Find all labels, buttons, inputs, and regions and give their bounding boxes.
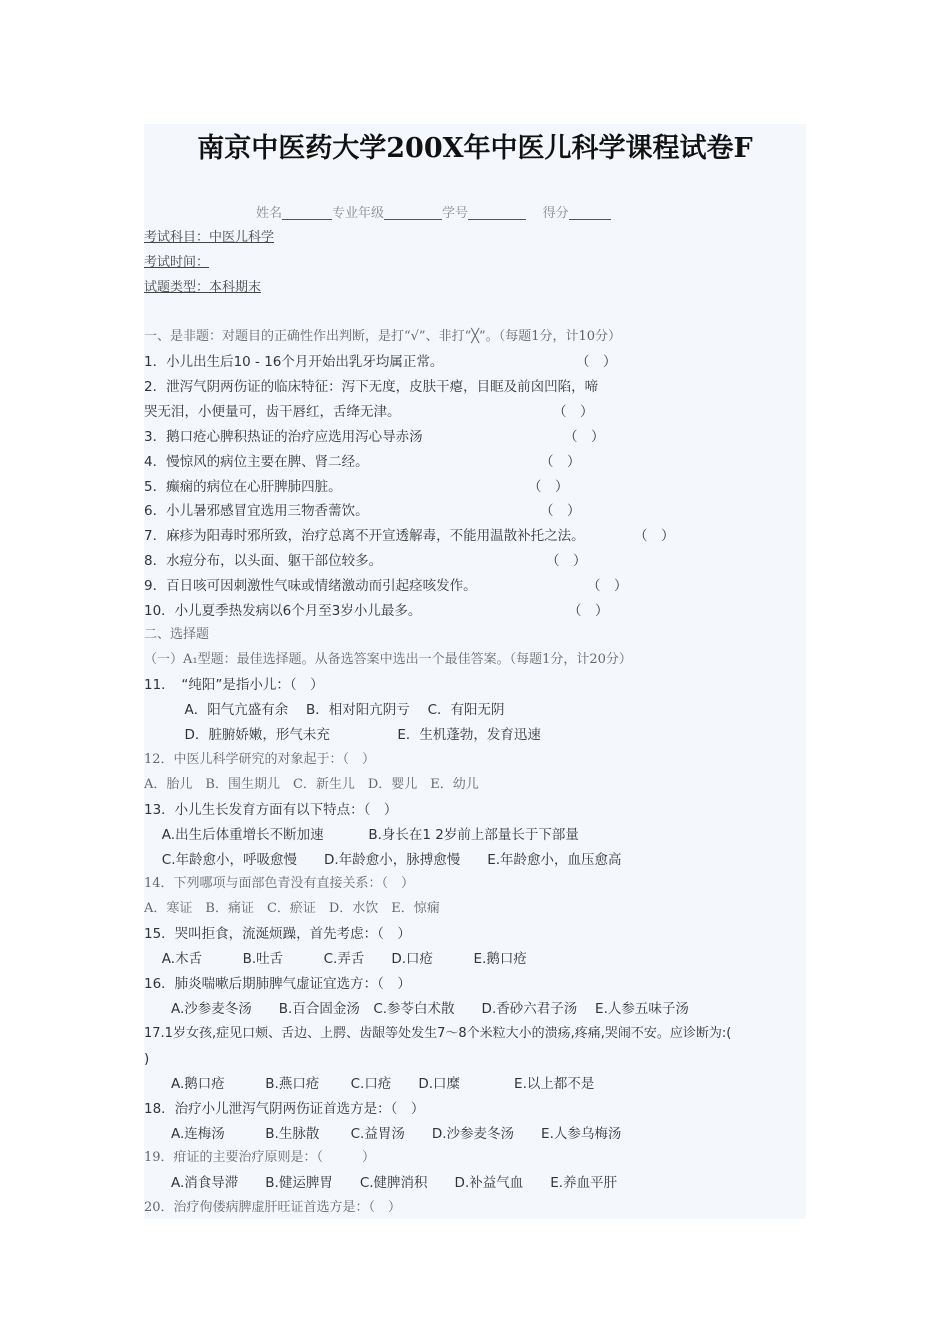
question-14: 14．下列哪项与面部色青没有直接关系：（ ） xyxy=(144,876,415,891)
question-19-options: A.消食导滞 B.健运脾胃 C.健脾消积 D.补益气血 E.养血平肝 xyxy=(144,1175,618,1191)
question-16-options: A.沙参麦冬汤 B.百合固金汤 C.参苓白术散 D.香砂六君子汤 E.人参五味子汤 xyxy=(144,1001,689,1017)
tf-item-7: 7．麻疹为阳毒时邪所致，治疗总离不开宣透解毒，不能用温散补托之法。 xyxy=(144,528,585,544)
tf-item-6: 6．小儿暑邪感冒宜选用三物香薷饮。 xyxy=(144,503,369,519)
student-info-line xyxy=(256,202,611,221)
question-11-options-1: A．阳气亢盛有余 B．相对阳亢阴亏 C．有阳无阴 xyxy=(144,702,505,718)
meta-type: 试题类型：本科期末 xyxy=(144,280,262,295)
meta-subject: 考试科目：中医儿科学 xyxy=(144,230,275,245)
question-15: 15．哭叫拒食，流涎烦躁，首先考虑：（ ） xyxy=(144,926,411,942)
tf-item-2-cont: 哭无泪，小便量可，齿干唇红，舌绛无津。 xyxy=(144,404,401,420)
major-label: 专业年级 xyxy=(332,206,385,221)
question-17-cont: ) xyxy=(144,1051,150,1067)
question-18: 18．治疗小儿泄泻气阴两伤证首选方是：（ ） xyxy=(144,1101,425,1117)
question-19: 19．疳证的主要治疗原则是：（ ） xyxy=(144,1150,376,1165)
score-blank xyxy=(569,205,611,220)
section1-header: 一、是非题：对题目的正确性作出判断，是打“√”、非打“╳”。（每题1分，计10分） xyxy=(144,329,622,344)
question-14-options: A．寒证 B．痛证 C．瘀证 D．水饮 E．惊痫 xyxy=(144,901,440,916)
question-17: 17.1岁女孩,症见口颊、舌边、上腭、齿龈等处发生7～8个米粒大小的溃疡,疼痛,哭闹不安。应诊断为:( xyxy=(144,1026,732,1041)
tf-item-4: 4．慢惊风的病位主要在脾、肾二经。 xyxy=(144,454,369,470)
question-20: 20．治疗佝偻病脾虚肝旺证首选方是：（ ） xyxy=(144,1200,402,1215)
name-blank xyxy=(282,205,332,220)
question-11-options-2: D．脏腑娇嫩，形气未充 E．生机蓬勃，发育迅速 xyxy=(144,727,541,743)
meta-time: 考试时间： xyxy=(144,255,210,270)
question-13-options-1: A.出生后体重增长不断加速 B.身长在1 2岁前上部量长于下部量 xyxy=(144,827,579,843)
question-13-options-2: C.年龄愈小，呼吸愈慢 D.年龄愈小，脉搏愈慢 E.年龄愈小，血压愈高 xyxy=(144,852,622,868)
tf-answer-8: （ ） xyxy=(546,553,587,569)
question-18-options: A.连梅汤 B.生脉散 C.益胃汤 D.沙参麦冬汤 E.人参乌梅汤 xyxy=(144,1126,622,1142)
major-blank xyxy=(384,205,442,220)
tf-answer-6: （ ） xyxy=(540,503,581,519)
tf-answer-3: （ ） xyxy=(564,429,605,445)
tf-answer-2: （ ） xyxy=(553,404,594,420)
section2-header: 二、选择题 xyxy=(144,627,210,642)
tf-item-1: 1．小儿出生后10 - 16个月开始出乳牙均属正常。 xyxy=(144,354,444,370)
question-12: 12．中医儿科学研究的对象起于：（ ） xyxy=(144,752,376,767)
tf-item-8: 8．水痘分布，以头面、躯干部位较多。 xyxy=(144,553,383,569)
score-label: 得分 xyxy=(542,206,569,221)
question-12-options: A．胎儿 B．围生期儿 C．新生儿 D．婴儿 E．幼儿 xyxy=(144,777,479,792)
tf-item-2: 2．泄泻气阴两伤证的临床特征：泻下无度，皮肤干瘪，目眶及前囟凹陷，啼 xyxy=(144,379,599,395)
tf-answer-7: （ ） xyxy=(634,528,675,544)
question-15-options: A.木舌 B.吐舌 C.弄舌 D.口疮 E.鹅口疮 xyxy=(144,951,527,967)
tf-answer-10: （ ） xyxy=(568,603,609,619)
id-label: 学号 xyxy=(442,206,469,221)
exam-title: 南京中医药大学200X年中医儿科学课程试卷F xyxy=(197,133,753,164)
name-label: 姓名 xyxy=(256,206,283,221)
section2-subheader: （一）A₁型题：最佳选择题。从备选答案中选出一个最佳答案。（每题1分，计20分） xyxy=(144,652,632,667)
tf-answer-5: （ ） xyxy=(528,479,569,495)
tf-item-9: 9．百日咳可因刺激性气味或情绪激动而引起痉咳发作。 xyxy=(144,578,477,594)
tf-answer-1: （ ） xyxy=(576,354,617,370)
tf-item-10: 10．小儿夏季热发病以6个月至3岁小儿最多。 xyxy=(144,603,422,619)
tf-answer-9: （ ） xyxy=(587,578,628,594)
question-17-options: A.鹅口疮 B.燕口疮 C.口疮 D.口糜 E.以上都不是 xyxy=(144,1076,595,1092)
question-13: 13．小儿生长发育方面有以下特点：（ ） xyxy=(144,802,398,818)
tf-item-5: 5．癫痫的病位在心肝脾肺四脏。 xyxy=(144,479,342,495)
tf-item-3: 3．鹅口疮心脾积热证的治疗应选用泻心导赤汤 xyxy=(144,429,423,445)
id-blank xyxy=(468,205,526,220)
question-16: 16．肺炎喘嗽后期肺脾气虚证宜选方：（ ） xyxy=(144,976,411,992)
tf-answer-4: （ ） xyxy=(540,454,581,470)
question-11: 11． “纯阳”是指小儿：（ ） xyxy=(144,677,324,693)
